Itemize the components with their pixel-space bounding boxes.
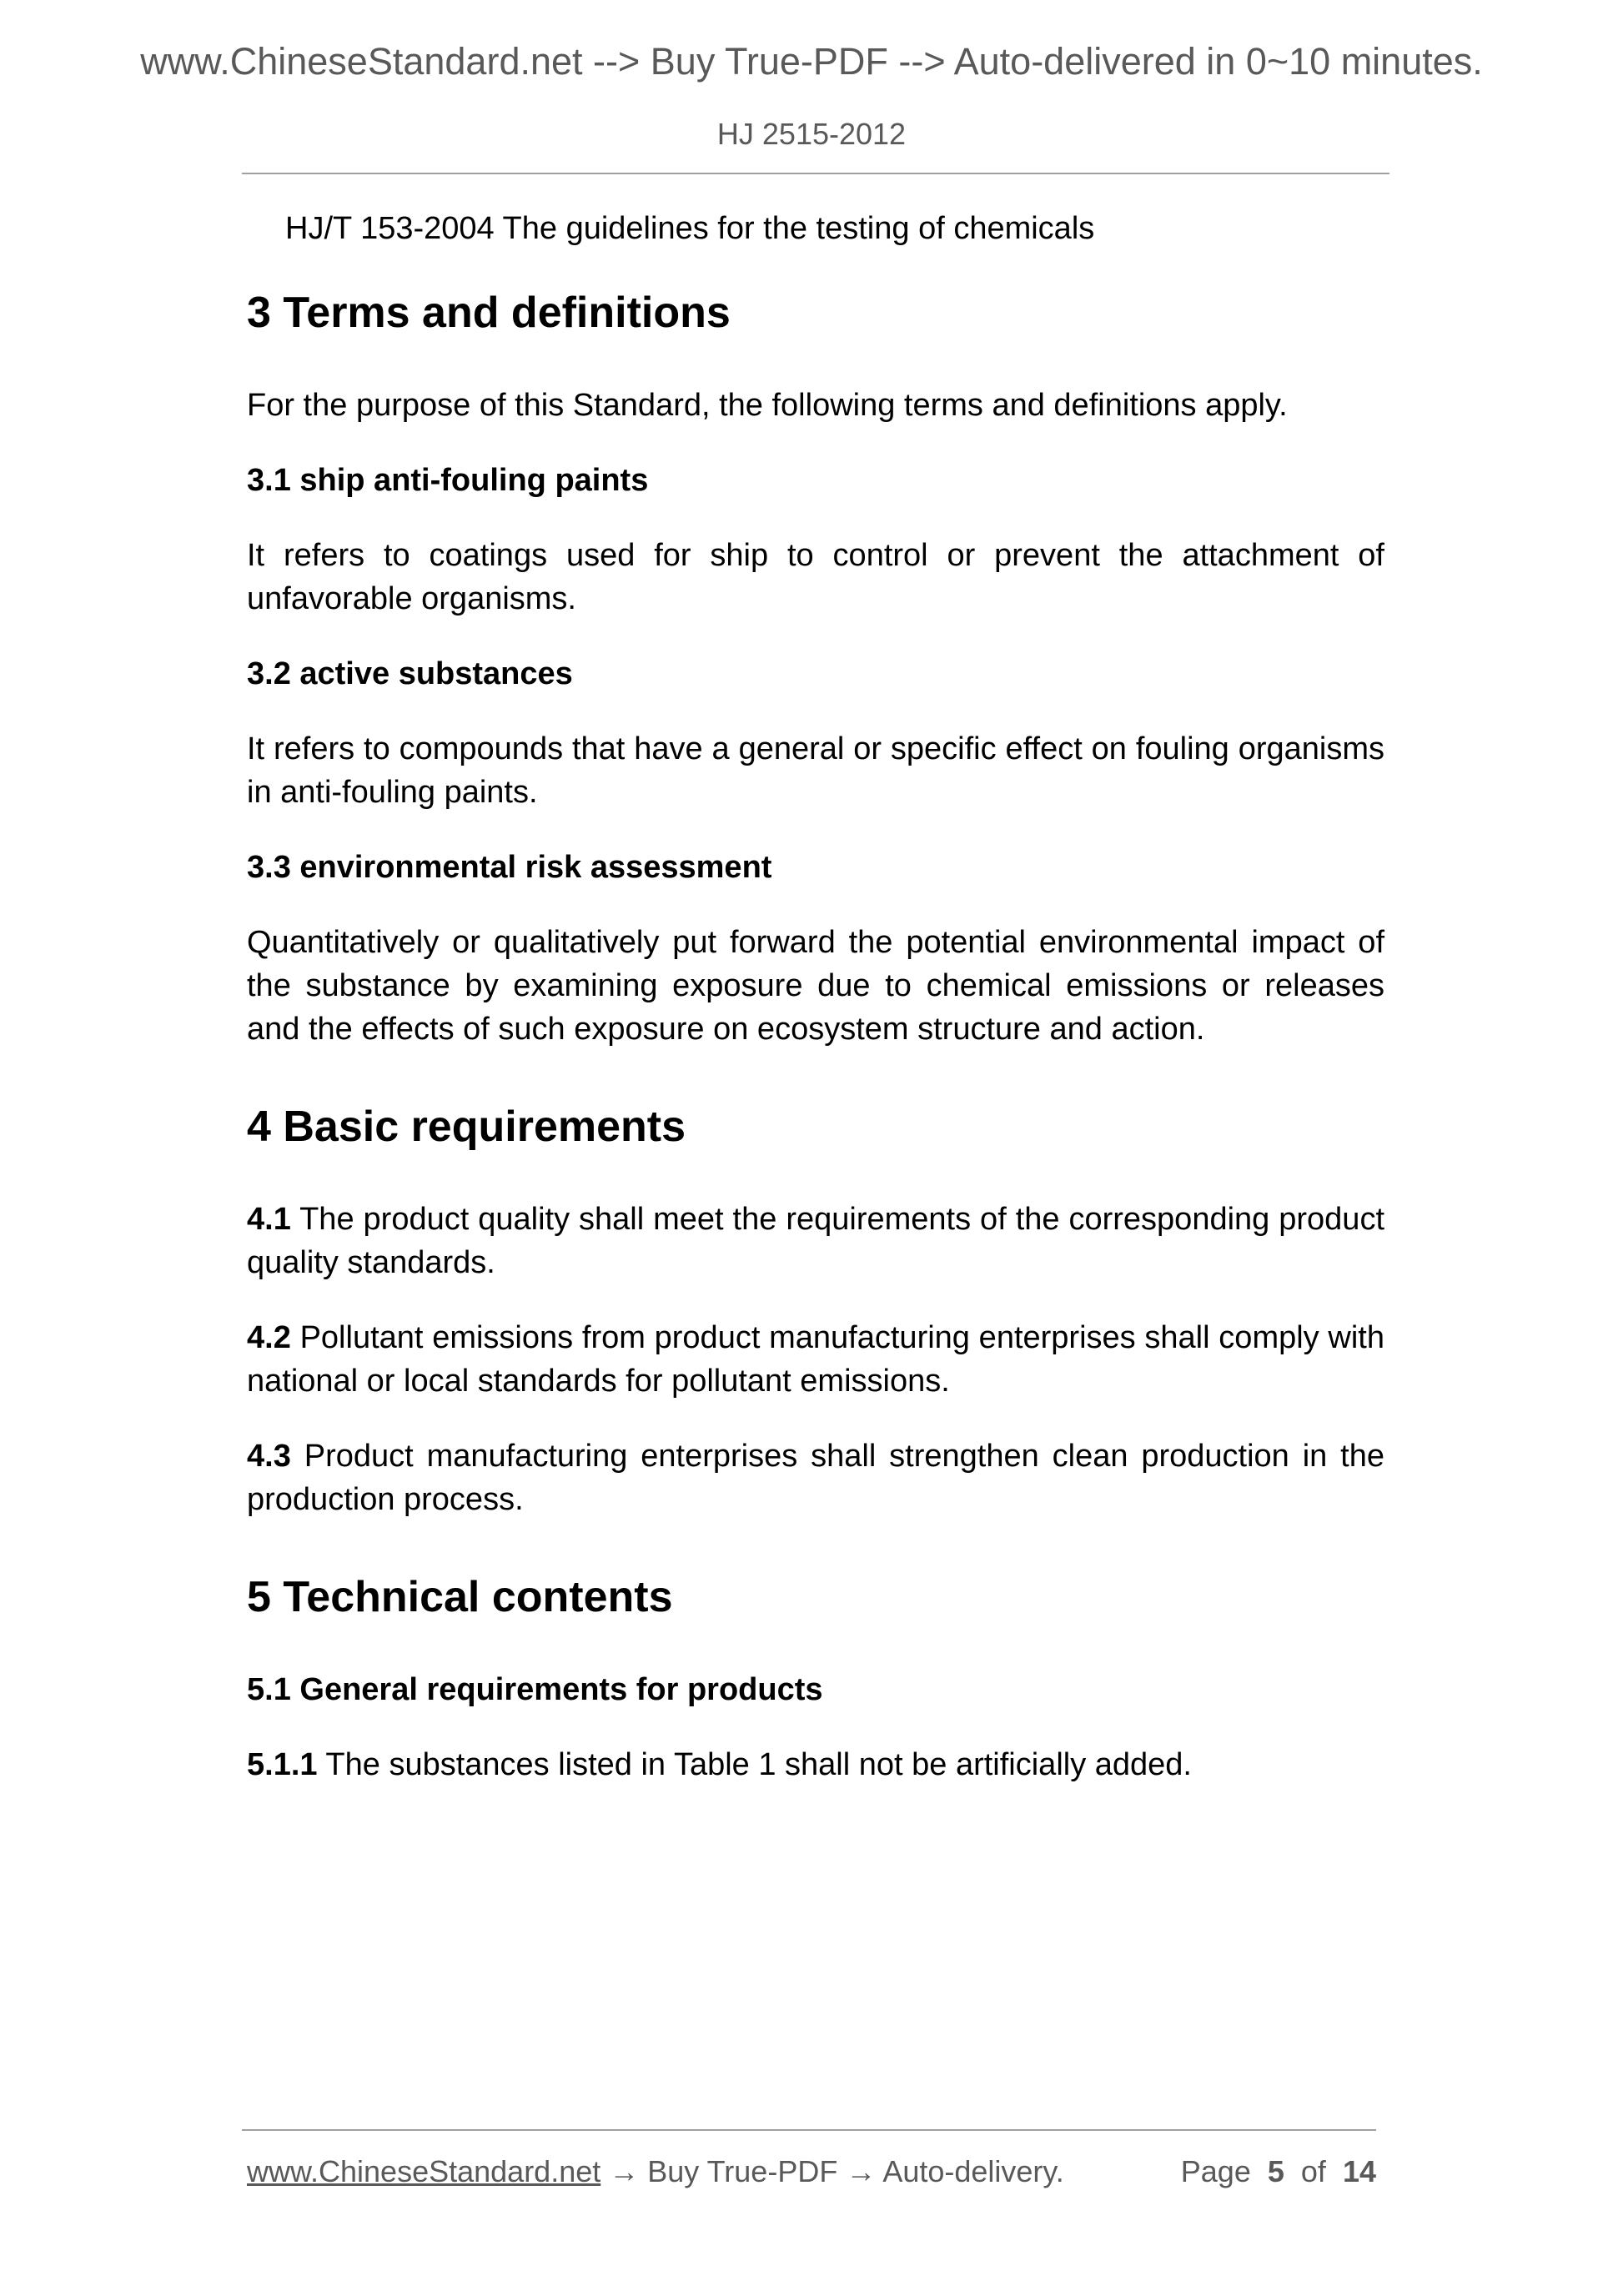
page-content	[247, 207, 1384, 1786]
term-3-3-definition: Quantitatively or qualitatively put forward the potential environmental impact of the substance by examining exposure due to chemical emissions or releases and the effects of such exposure on ecosystem structure and action.	[247, 925, 1384, 1047]
clause-5-1-1	[247, 1743, 1384, 1786]
term-3-2-heading: 3.2 active substances	[247, 656, 573, 691]
clause-4-3-number: 4.3	[247, 1439, 291, 1474]
clause-4-2-text: Pollutant emissions from product manufacturing enterprises shall comply with national or local standards for pollutant emissions.	[247, 1320, 1384, 1399]
term-3-2-definition: It refers to compounds that have a general or specific effect on fouling organisms in anti-fouling paints.	[247, 731, 1384, 810]
document-code: HJ 2515-2012	[716, 117, 907, 151]
page-number	[1181, 2154, 1376, 2189]
page-label: Page	[1180, 2154, 1251, 2188]
page-of-label: of	[1300, 2154, 1326, 2188]
header-divider	[242, 173, 1389, 174]
footer-divider	[242, 2129, 1376, 2131]
clause-4-1	[247, 1198, 1384, 1284]
top-banner: www.ChineseStandard.net --> Buy True-PDF --> Auto-delivered in 0~10 minutes.	[140, 40, 1483, 83]
section-3-heading: 3 Terms and definitions	[247, 289, 731, 337]
section-5-1-heading: 5.1 General requirements for products	[247, 1672, 823, 1707]
total-pages: 14	[1342, 2154, 1376, 2188]
clause-5-1-1-number: 5.1.1	[247, 1747, 318, 1782]
normative-reference: HJ/T 153-2004 The guidelines for the testing of chemicals	[285, 211, 1095, 246]
current-page: 5	[1267, 2154, 1284, 2188]
footer-site-link[interactable]: www.ChineseStandard.net	[247, 2154, 601, 2188]
footer-promo-text: → Buy True-PDF → Auto-delivery.	[600, 2154, 1064, 2188]
term-3-1-definition: It refers to coatings used for ship to control or prevent the attachment of unfavorable organisms.	[247, 538, 1384, 616]
clause-4-2-number: 4.2	[247, 1320, 291, 1355]
clause-4-2	[247, 1316, 1384, 1403]
clause-4-3-text: Product manufacturing enterprises shall strengthen clean production in the production process.	[247, 1439, 1384, 1517]
section-4-heading: 4 Basic requirements	[247, 1103, 686, 1151]
clause-5-1-1-text: The substances listed in Table 1 shall not be artificially added.	[317, 1747, 1192, 1782]
clause-4-1-number: 4.1	[247, 1202, 291, 1237]
clause-4-1-text: The product quality shall meet the requirements of the corresponding product quality standards.	[247, 1202, 1384, 1280]
clause-4-3	[247, 1434, 1384, 1521]
footer-promo	[247, 2154, 1064, 2189]
section-3-intro: For the purpose of this Standard, the following terms and definitions apply.	[247, 388, 1288, 423]
term-3-1-heading: 3.1 ship anti-fouling paints	[247, 463, 649, 498]
term-3-3-heading: 3.3 environmental risk assessment	[247, 850, 772, 885]
section-5-heading: 5 Technical contents	[247, 1573, 673, 1621]
